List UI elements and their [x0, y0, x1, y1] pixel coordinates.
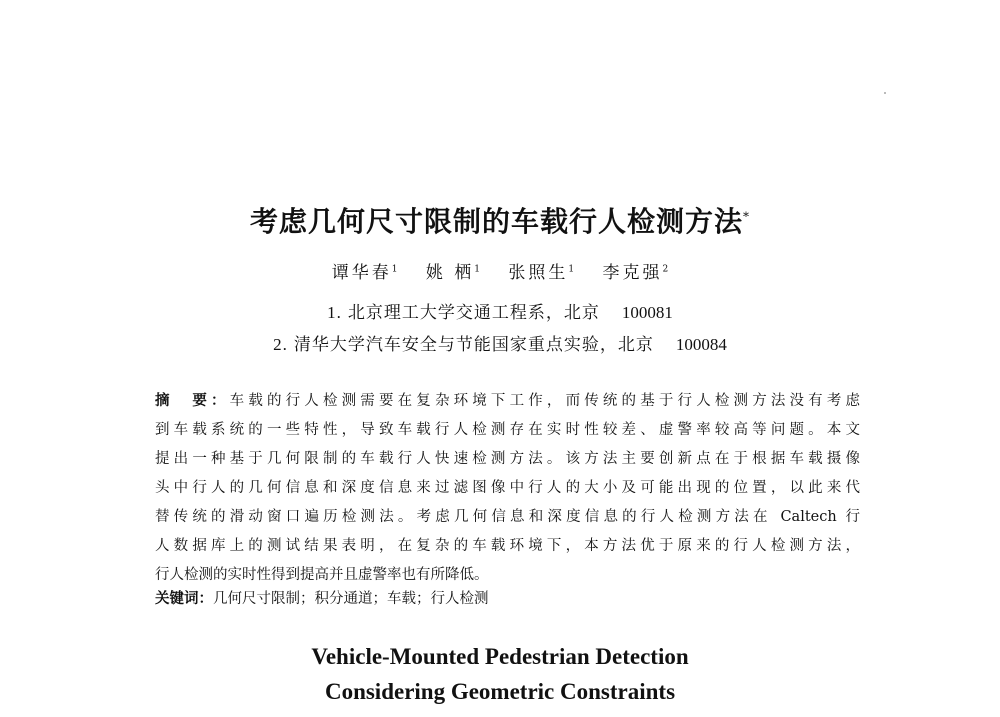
english-title-line-1: Vehicle-Mounted Pedestrian Detection — [311, 644, 689, 669]
paper-title-text: 考虑几何尺寸限制的车载行人检测方法 — [249, 205, 743, 238]
author — [426, 263, 480, 283]
author-name: 姚 栖 — [425, 263, 475, 283]
keywords-label: 关键词： — [155, 591, 213, 607]
author-name: 李克强 — [602, 263, 663, 283]
author — [508, 263, 574, 283]
title-footnote-mark: * — [743, 209, 750, 224]
author-list — [0, 258, 1000, 283]
author — [332, 263, 398, 283]
abstract-line: 行人检测的实时性得到提高并且虚警率也有所降低。 — [155, 567, 489, 583]
author — [603, 263, 669, 283]
abstract-line-text: 车载的行人检测需要在复杂环境下工作，而传统的基于行人检测方法没有考虑 — [229, 393, 861, 409]
author-affiliation-mark: 1 — [474, 264, 480, 275]
author-affiliation-mark: 2 — [662, 264, 669, 275]
author-affiliation-mark: 1 — [391, 264, 398, 275]
abstract — [155, 387, 860, 590]
affiliation-postcode: 100081 — [621, 303, 673, 322]
author-name: 张照生 — [508, 263, 569, 283]
affiliation-2 — [0, 330, 1000, 355]
abstract-label: 摘 要： — [155, 393, 230, 409]
keywords — [155, 587, 489, 608]
abstract-line: 头中行人的几何信息和深度信息来过滤图像中行人的大小及可能出现的位置，以此来代 — [155, 480, 860, 496]
abstract-line: 人数据库上的测试结果表明，在复杂的车载环境下，本方法优于原来的行人检测方法， — [155, 538, 860, 554]
scan-speck — [884, 92, 886, 94]
abstract-line: 提出一种基于几何限制的车载行人快速检测方法。该方法主要创新点在于根据车载摄像 — [155, 451, 860, 467]
affiliation-postcode: 100084 — [675, 335, 727, 354]
author-name: 谭华春 — [331, 263, 392, 283]
paper-title — [0, 200, 1000, 240]
affiliation-1 — [0, 298, 1000, 323]
affiliation-number: 2. — [273, 335, 288, 354]
keywords-text: 几何尺寸限制；积分通道；车载；行人检测 — [213, 591, 489, 607]
affiliation-text: 清华大学汽车安全与节能国家重点实验，北京 — [293, 335, 654, 355]
abstract-line — [155, 387, 860, 416]
abstract-line: 替传统的滑动窗口遍历检测法。考虑几何信息和深度信息的行人检测方法在 Caltech 行 — [155, 509, 860, 525]
abstract-line: 到车载系统的一些特性，导致车载行人检测存在实时性较差、虚警率较高等问题。本文 — [155, 422, 860, 438]
affiliation-text: 北京理工大学交通工程系，北京 — [347, 303, 600, 323]
author-affiliation-mark: 1 — [568, 264, 575, 275]
affiliation-number: 1. — [327, 303, 342, 322]
english-title-line-2: Considering Geometric Constraints — [324, 679, 676, 704]
